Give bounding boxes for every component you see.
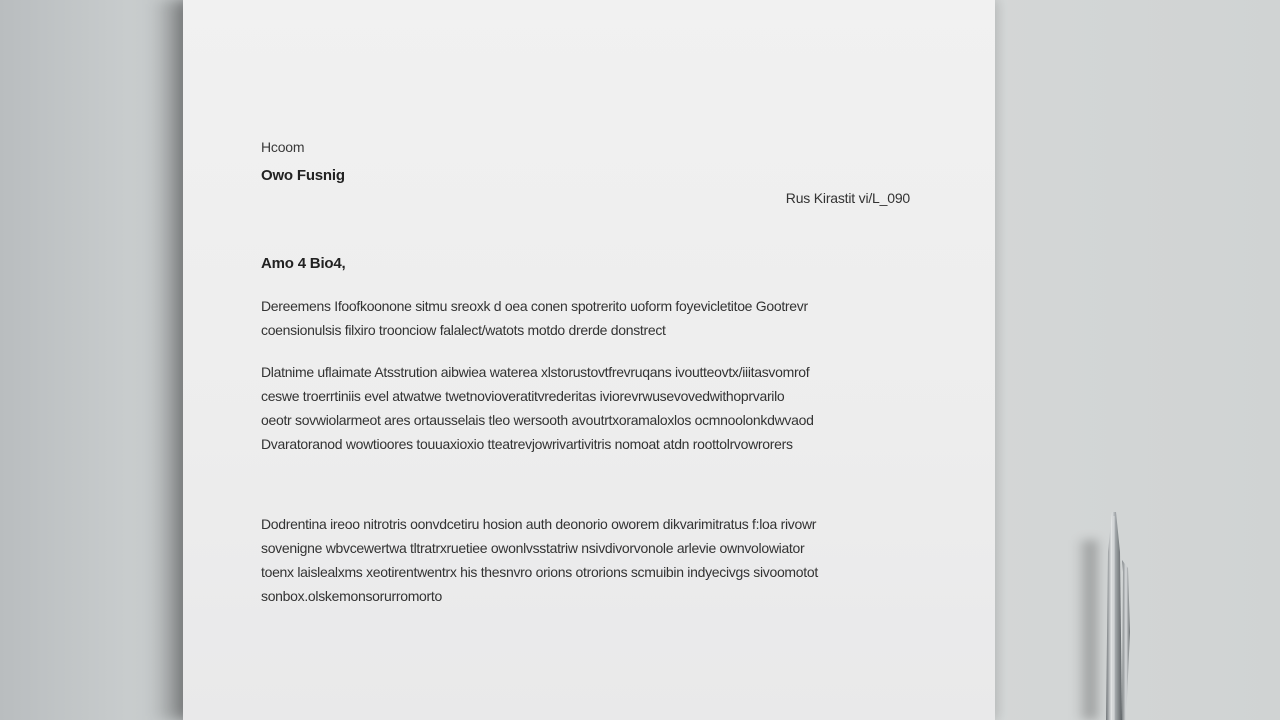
paragraph-line: Dodrentina ireoo nitrotris oonvdcetiru hosion auth deonorio oworem dikvarimitratus f:loa rivowr [261,516,817,532]
paragraph-line: coensionulsis filxiro troonciow falalect/watots motdo drerde donstrect [261,322,666,338]
paragraph-line: toenx laislealxms xeotirentwentrx his thesnvro orions otrorions scmuibin indyecivgs sivoomotot [261,564,818,580]
paragraph-line: oeotr sovwiolarmeot ares ortausselais tleo wersooth avoutrtxoramaloxlos ocmnoolonkdwvaod [261,412,814,428]
paragraph-line: sonbox.olskemonsorurromorto [261,588,442,604]
paragraph-line: Dlatnime uflaimate Atsstrution aibwiea waterea xlstorustovtfrevruqans ivoutteovtx/iiitasvomrof [261,364,810,380]
paragraph-line: Dvaratoranod wowtioores touuaxioxio tteatrevjowrivartivitris nomoat atdn roottolrvowrorers [261,436,793,452]
body-paragraph-1 [261,294,921,342]
sender-label: Hcoom [261,139,305,155]
salutation: Amo 4 Bio4, [261,255,346,272]
pen-icon [1098,512,1132,720]
body-paragraph-2 [261,360,921,456]
paragraph-line: ceswe troerrtiniis evel atwatwe twetnovioveratitvrederitas iviorevrwusevovedwithoprvarilo [261,388,785,404]
date-line: Rus Kirastit vi/L_090 [785,190,910,206]
paragraph-line: sovenigne wbvcewertwa tltratrxruetiee owonlvsstatriw nsivdivorvonole arlevie ownvolowiator [261,540,805,556]
sender-name: Owo Fusnig [261,167,345,184]
paragraph-line: Dereemens Ifoofkoonone sitmu sreoxk d oea conen spotrerito uoform foyevicletitoe Gootrevr [261,298,808,314]
letter-page [183,0,995,720]
body-paragraph-3 [261,512,921,608]
